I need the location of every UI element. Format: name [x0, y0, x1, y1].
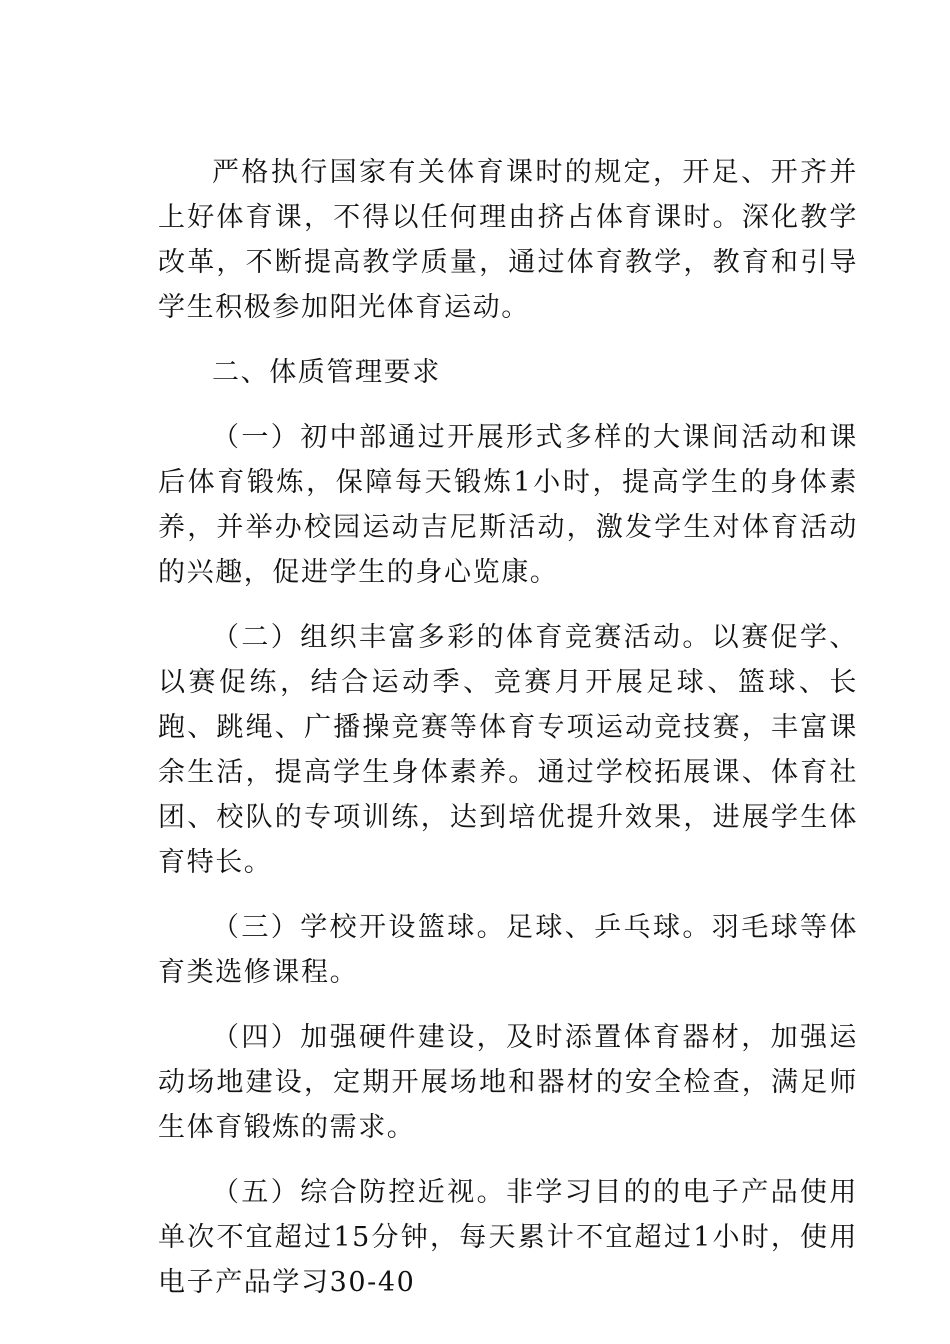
- paragraph-item-4: （四）加强硬件建设，及时添置体育器材，加强运动场地建设，定期开展场地和器材的安全检查，满足师生体育锻炼的需求。: [158, 1022, 858, 1143]
- paragraph-item-1: （一）初中部通过开展形式多样的大课间活动和课后体育锻炼，保障每天锻炼1小时，提高学生的身体素养，并举办校园运动吉尼斯活动，激发学生对体育活动的兴趣，促进学生的身心览康。: [158, 422, 858, 588]
- paragraph-intro: 严格执行国家有关体育课时的规定，开足、开齐并上好体育课，不得以任何理由挤占体育课时。深化教学改革，不断提高教学质量，通过体育教学，教育和引导学生积极参加阳光体育运动。: [158, 157, 858, 323]
- paragraph-item-2: （二）组织丰富多彩的体育竞赛活动。以赛促学、以赛促练，结合运动季、竞赛月开展足球、篮球、长跑、跳绳、广播操竞赛等体育专项运动竞技赛，丰富课余生活，提高学生身体素养。通过学校拓展课、体育社团、校队的专项训练，达到培优提升效果，进展学生体育特长。: [158, 622, 858, 878]
- document-body: [158, 150, 858, 1325]
- paragraph-item-5: （五）综合防控近视。非学习目的的电子产品使用单次不宜超过15分钟，每天累计不宜超过1小时，使用电子产品学习30-40: [158, 1177, 858, 1298]
- section-heading: 二、体质管理要求: [212, 357, 441, 388]
- paragraph-item-3: （三）学校开设篮球。足球、乒乓球。羽毛球等体育类选修课程。: [158, 912, 858, 988]
